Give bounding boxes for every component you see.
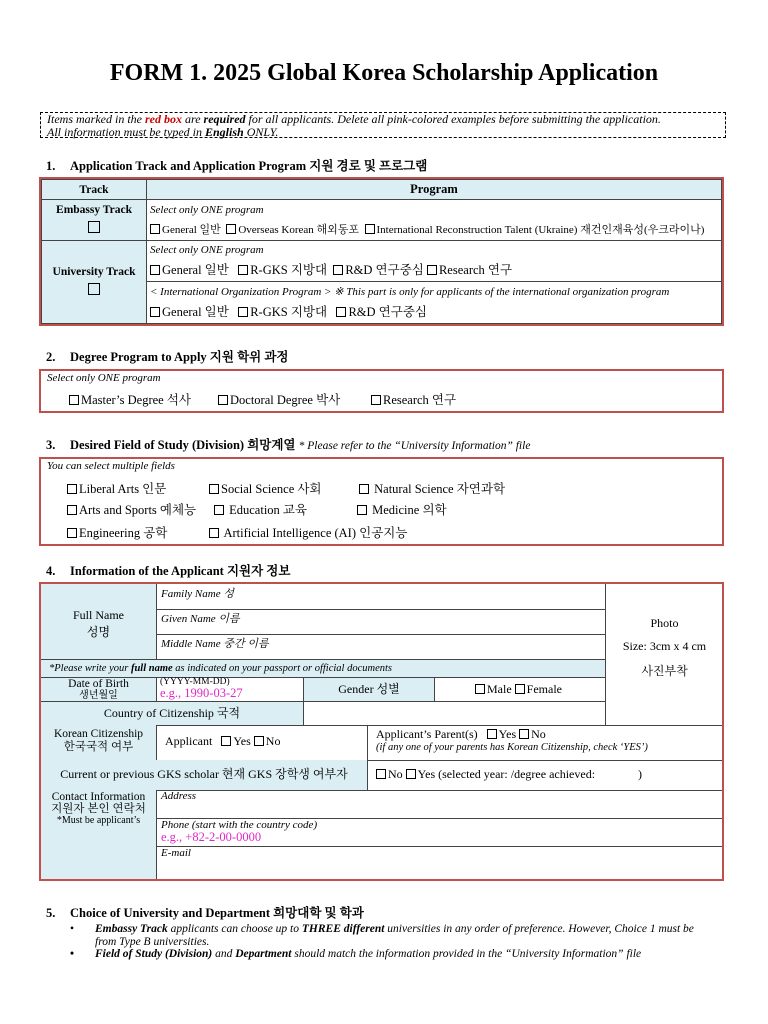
university-track-checkbox[interactable] [88,283,100,295]
track-header: Track [42,180,147,200]
gks-scholar-label: Current or previous GKS scholar 현재 GKS 장학생 여부자 [41,760,368,790]
checkbox[interactable] [365,224,375,234]
citizenship-field[interactable] [304,702,605,725]
given-name-field[interactable]: Given Name 이름 [161,613,240,625]
university-programs: Select only ONE program General 일반 R-GKS 지방대 R&D 연구중심 Research 연구 [147,241,722,281]
bullet-marker: • [70,948,75,960]
bullet-marker: • [70,923,75,935]
dob-field[interactable]: (YYYY-MM-DD) e.g., 1990-03-27 [157,678,304,702]
parents-yes[interactable]: Yes [487,727,516,741]
instructions-notice: Items marked in the red box are required for all applicants. Delete all pink-colored examples before submitting the application. All information must be typed in English ONLY. [40,112,726,138]
field-social-science[interactable]: Social Science 사회 [209,479,322,497]
section-5-heading: 5. Choice of University and Department 희망대학 및 학과 [46,906,364,920]
gks-yes[interactable]: Yes (selected year: /degree achieved: [406,767,595,781]
track-table-box [39,177,724,326]
embassy-programs: Select only ONE program General 일반 Overseas Korean 해외동포 International Reconstruction Talent (Ukraine) 재건인재육성(우크라이나) [147,200,722,241]
embassy-track-cell: Embassy Track [42,200,147,241]
citizenship-label: Country of Citizenship 국적 [41,702,304,725]
checkbox[interactable] [238,265,248,275]
bullet-embassy: Embassy Track applicants can choose up to THREE different universities in any order of preference. However, Choice 1 must be from Type B universities. [95,923,694,948]
applicant-yes[interactable]: Yes [221,734,250,748]
phone-field[interactable]: Phone (start with the country code) e.g., +82-2-00-0000 [161,819,318,844]
university-track-cell: University Track [42,241,147,324]
bullet-field: Field of Study (Division) and Department should match the information provided in the “University Information” file [95,948,642,960]
io-programs: < International Organization Program > ※ This part is only for applicants of the international organization program General 일반 R-GKS 지방대 R&D 연구중심 [147,281,722,323]
family-name-field[interactable]: Family Name 성 [161,588,234,600]
field-arts-sports[interactable]: Arts and Sports 예체능 [67,500,196,518]
checkbox[interactable] [238,307,248,317]
select-one-note: Select only ONE program [47,372,161,384]
field-ai[interactable]: Artificial Intelligence (AI) 인공지능 [209,523,407,541]
degree-doctoral[interactable]: Doctoral Degree 박사 [218,390,340,408]
page-title: FORM 1. 2025 Global Korea Scholarship Application [109,60,659,86]
korean-citizenship-label: Korean Citizenship 한국국적 여부 [41,725,157,760]
field-natural-science[interactable]: Natural Science 자연과학 [359,479,505,497]
section-4-heading: 4. Information of the Applicant 지원자 정보 [46,564,291,578]
checkbox[interactable] [150,265,160,275]
applicant-no[interactable]: No [254,734,281,748]
gender-label: Gender 성별 [304,678,435,702]
embassy-track-checkbox[interactable] [88,221,100,233]
section-3-heading: 3. Desired Field of Study (Division) 희망계열 * Please refer to the “University Information” file [46,438,531,452]
photo-box: Photo Size: 3cm x 4 cm 사진부착 [605,584,723,725]
applicant-citizenship: Applicant Yes No [157,725,368,760]
contact-label: Contact Information 지원자 본인 연락처 *Must be applicant’s [41,790,157,879]
program-header: Program [147,180,722,200]
dob-label: Date of Birth 생년월일 [41,678,157,702]
multi-note: You can select multiple fields [47,460,175,472]
degree-master[interactable]: Master’s Degree 석사 [69,390,191,408]
middle-name-field[interactable]: Middle Name 중간 이름 [161,638,269,650]
checkbox[interactable] [427,265,437,275]
gender-options [435,678,605,702]
checkbox[interactable] [226,224,236,234]
degree-research[interactable]: Research 연구 [371,390,456,408]
parents-citizenship: Applicant’s Parent(s) Yes No (if any one of your parents has Korean Citizenship, check ‘YES’) [376,727,648,753]
checkbox[interactable] [150,307,160,317]
gks-no[interactable]: No [376,767,403,781]
full-name-label: Full Name 성명 [41,584,157,659]
field-medicine[interactable]: Medicine 의학 [357,500,447,518]
gender-female[interactable]: Female [515,682,562,696]
email-field[interactable]: E-mail [161,847,191,859]
section-1-heading: 1. Application Track and Application Program 지원 경로 및 프로그램 [46,159,428,173]
applicant-info-box [39,582,724,881]
checkbox[interactable] [336,307,346,317]
degree-box [39,369,724,413]
field-box [39,457,724,546]
checkbox[interactable] [150,224,160,234]
parents-no[interactable]: No [519,727,546,741]
field-education[interactable]: Education 교육 [214,500,307,518]
gks-scholar-options: No Yes (selected year: /degree achieved: ) [368,760,722,790]
field-liberal-arts[interactable]: Liberal Arts 인문 [67,479,166,497]
section-2-heading: 2. Degree Program to Apply 지원 학위 과정 [46,350,289,364]
field-engineering[interactable]: Engineering 공학 [67,523,167,541]
address-field[interactable]: Address [161,790,197,802]
passport-note: *Please write your full name as indicated on your passport or official documents [41,659,605,678]
gender-male[interactable]: Male [475,682,512,696]
checkbox[interactable] [333,265,343,275]
